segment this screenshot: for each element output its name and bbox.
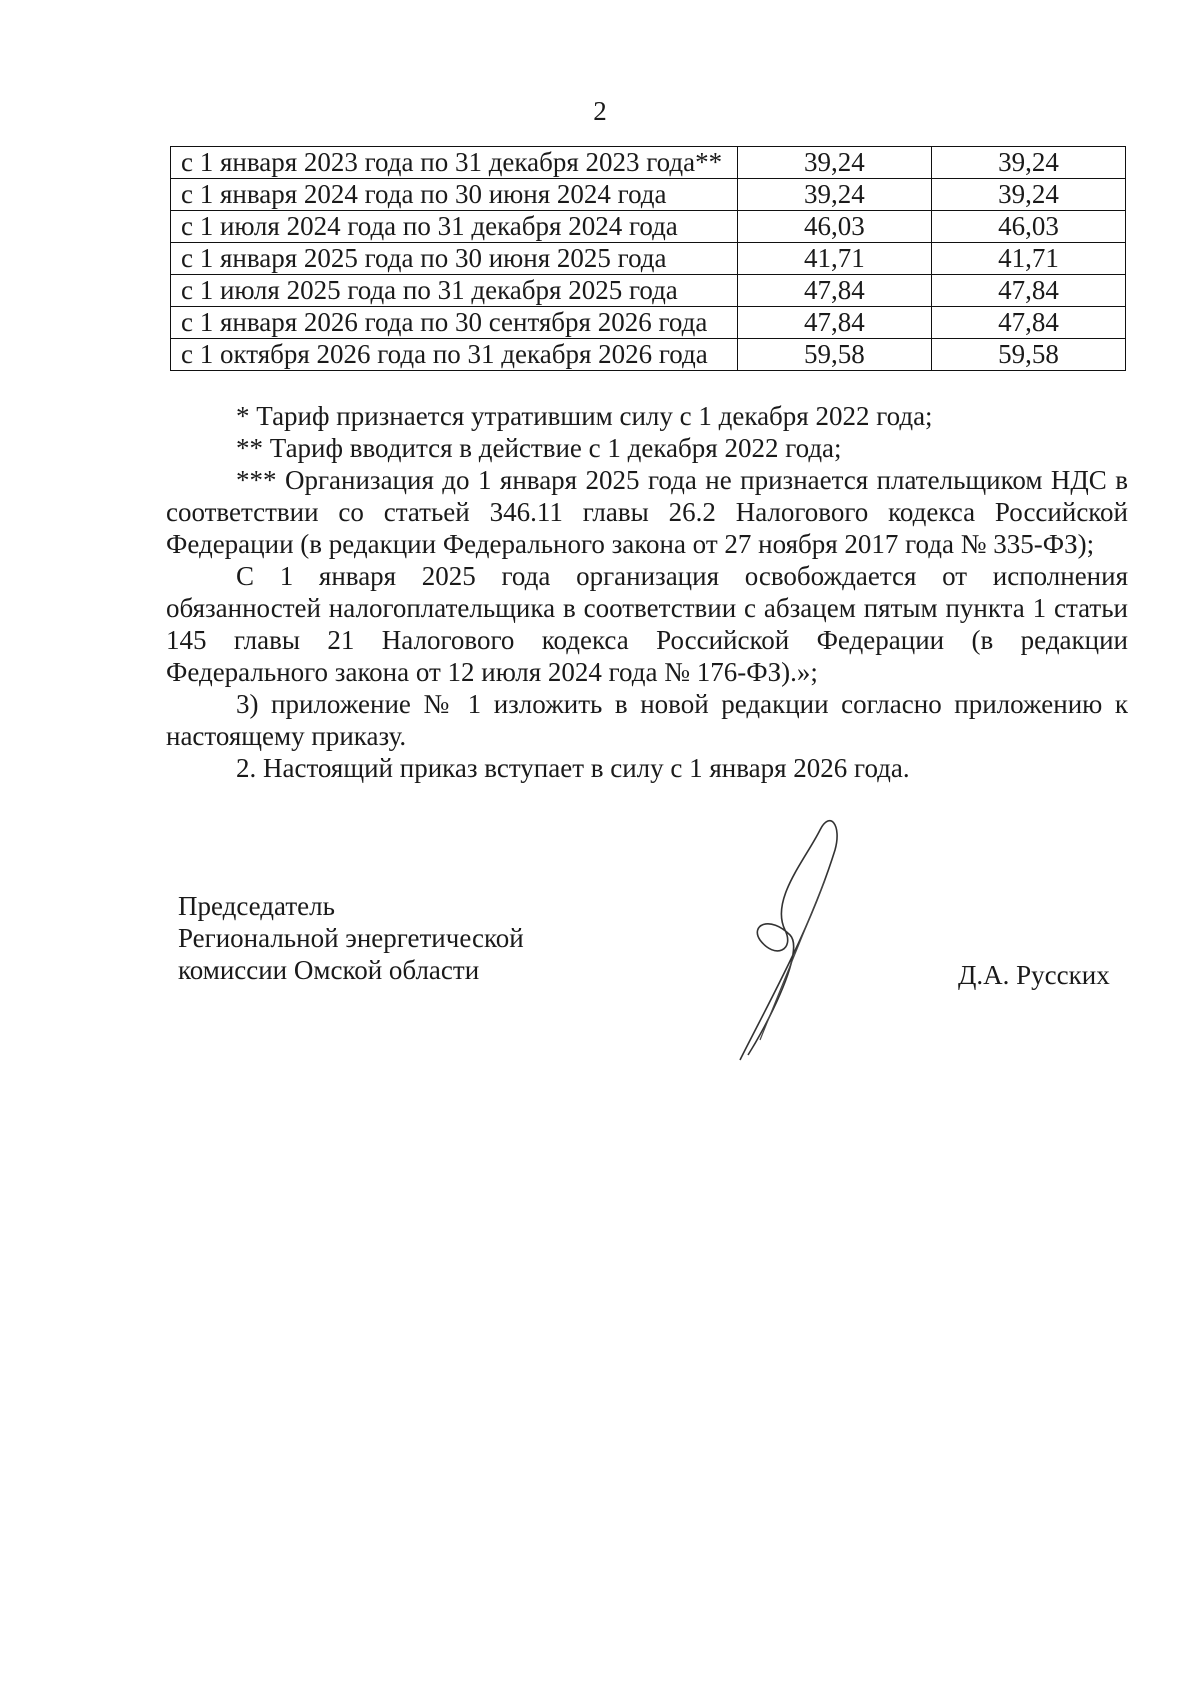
appendix-paragraph: 3) приложение № 1 изложить в новой редакции согласно приложению к настоящему приказу.: [166, 689, 1128, 751]
period-cell: с 1 июля 2025 года по 31 декабря 2025 года: [171, 275, 738, 307]
value-cell: 47,84: [931, 275, 1125, 307]
effective-date-paragraph: 2. Настоящий приказ вступает в силу с 1 января 2026 года.: [236, 753, 910, 783]
footnote-2: ** Тариф вводится в действие с 1 декабря 2022 года;: [236, 433, 842, 463]
signatory-name: Д.А. Русских: [958, 960, 1110, 990]
value-cell: 41,71: [931, 243, 1125, 275]
page-number: 2: [593, 96, 607, 126]
value-cell: 47,84: [931, 307, 1125, 339]
value-cell: 41,71: [737, 243, 931, 275]
table-row: [171, 275, 1126, 307]
table-row: [171, 179, 1126, 211]
handwritten-signature: [730, 810, 880, 1070]
period-cell: с 1 января 2024 года по 30 июня 2024 года: [171, 179, 738, 211]
period-cell: с 1 января 2025 года по 30 июня 2025 года: [171, 243, 738, 275]
table-row: [171, 211, 1126, 243]
table-row: [171, 307, 1126, 339]
value-cell: 39,24: [931, 179, 1125, 211]
value-cell: 47,84: [737, 275, 931, 307]
table-row: [171, 243, 1126, 275]
value-cell: 46,03: [737, 211, 931, 243]
footnote-1: * Тариф признается утратившим силу с 1 декабря 2022 года;: [236, 401, 933, 431]
tariff-table: [170, 146, 1126, 371]
period-cell: с 1 июля 2024 года по 31 декабря 2024 года: [171, 211, 738, 243]
value-cell: 59,58: [737, 339, 931, 371]
period-cell: с 1 января 2026 года по 30 сентября 2026 года: [171, 307, 738, 339]
table-row: [171, 339, 1126, 371]
table-row: [171, 147, 1126, 179]
value-cell: 39,24: [737, 179, 931, 211]
value-cell: 39,24: [931, 147, 1125, 179]
signatory-title-line: комиссии Омской области: [178, 955, 480, 985]
value-cell: 47,84: [737, 307, 931, 339]
signatory-title: [178, 890, 524, 986]
value-cell: 46,03: [931, 211, 1125, 243]
period-cell: с 1 января 2023 года по 31 декабря 2023 года**: [171, 147, 738, 179]
period-cell: с 1 октября 2026 года по 31 декабря 2026 года: [171, 339, 738, 371]
notes-block: [166, 400, 1128, 784]
value-cell: 59,58: [931, 339, 1125, 371]
signatory-title-line: Региональной энергетической: [178, 923, 524, 953]
value-cell: 39,24: [737, 147, 931, 179]
signatory-title-line: Председатель: [178, 891, 335, 921]
vat-exemption-paragraph: С 1 января 2025 года организация освобождается от исполнения обязанностей налогоплательщика в соответствии с абзацем пятым пункта 1 статьи 145 главы 21 Налогового кодекса Российской Федерации (в редакции Федерального закона от 12 июля 2024 года № 176-ФЗ).»;: [166, 561, 1128, 687]
footnote-3: *** Организация до 1 января 2025 года не признается плательщиком НДС в соответствии со статьей 346.11 главы 26.2 Налогового кодекса Российской Федерации (в редакции Федерального закона от 27 ноября 2017 года № 335-ФЗ);: [166, 465, 1128, 559]
